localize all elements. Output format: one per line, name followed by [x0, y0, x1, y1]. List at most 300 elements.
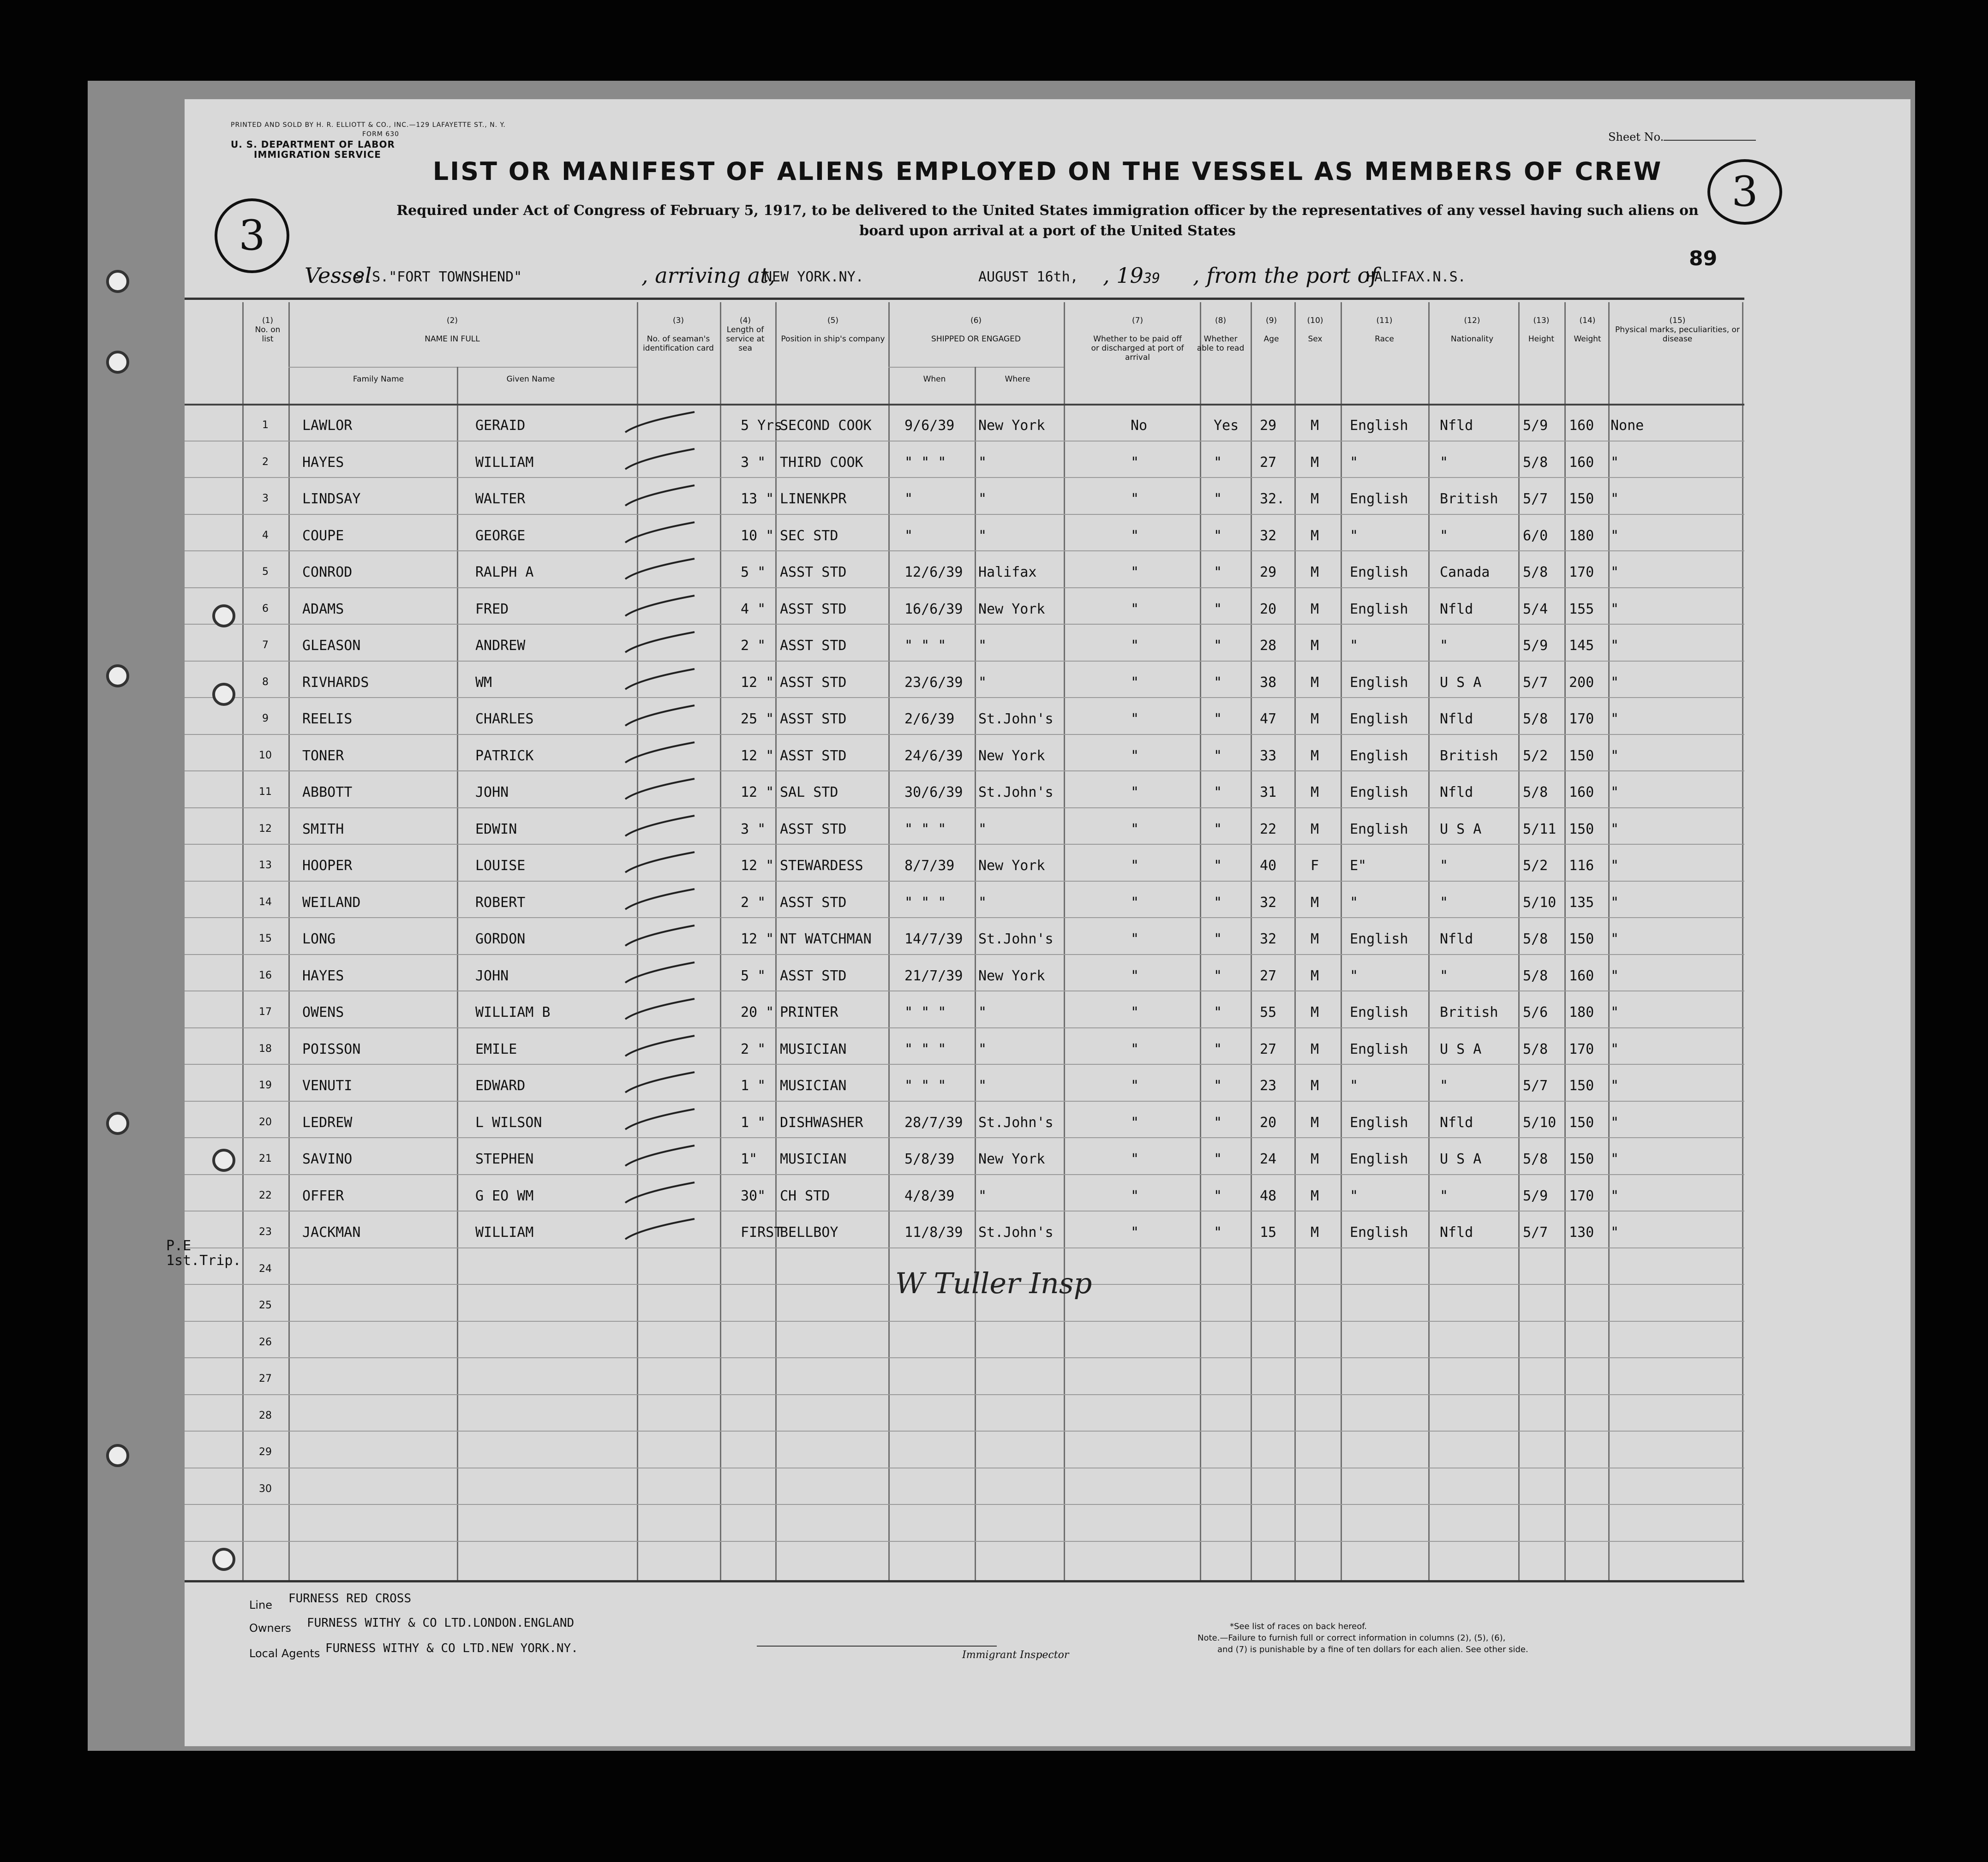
- check-mark-icon: [621, 1215, 699, 1243]
- cell-paid: ": [1131, 1224, 1139, 1241]
- row-rule: [185, 1394, 1744, 1395]
- cell-read: ": [1214, 894, 1222, 911]
- cell-given: WILLIAM: [475, 1224, 534, 1241]
- cell-when: 16/6/39: [904, 601, 963, 617]
- cell-read: ": [1214, 711, 1222, 727]
- cell-no: 1: [262, 419, 269, 431]
- cell-where: ": [978, 491, 987, 507]
- cell-position: CH STD: [780, 1188, 830, 1204]
- cell-service: 12 ": [741, 674, 774, 691]
- cell-no: 15: [259, 933, 272, 944]
- cell-marks: ": [1611, 1041, 1619, 1057]
- cell-age: 38: [1260, 674, 1277, 691]
- cell-service: FIRST: [741, 1224, 783, 1241]
- agents-value: FURNESS WITHY & CO LTD.NEW YORK.NY.: [325, 1641, 578, 1655]
- cell-no: 12: [259, 823, 272, 835]
- col-position-header: (5) Position in ship's company: [781, 316, 885, 344]
- check-mark-icon: [621, 665, 699, 693]
- cell-read: ": [1214, 858, 1222, 874]
- cell-sex: M: [1311, 967, 1319, 984]
- cell-read: ": [1214, 454, 1222, 471]
- owners-value: FURNESS WITHY & CO LTD.LONDON.ENGLAND: [307, 1616, 575, 1630]
- cell-weight: 150: [1569, 1114, 1594, 1131]
- cell-marks: ": [1611, 894, 1619, 911]
- cell-age: 40: [1260, 858, 1277, 874]
- cell-position: SAL STD: [780, 784, 838, 800]
- cell-family: LINDSAY: [302, 491, 361, 507]
- sheet-label: Sheet No.: [1608, 131, 1756, 143]
- year-label: , 1939: [1103, 263, 1160, 288]
- cell-when: " " ": [904, 1004, 946, 1021]
- check-mark-icon: [621, 739, 699, 766]
- cell-sex: M: [1311, 527, 1319, 544]
- cell-service: 25 ": [741, 711, 774, 727]
- cell-when: 30/6/39: [904, 784, 963, 800]
- inspector-sign-line: [757, 1646, 997, 1647]
- cell-position: MUSICIAN: [780, 1151, 847, 1167]
- row-rule: [185, 881, 1744, 882]
- cell-when: " " ": [904, 454, 946, 471]
- cell-age: 27: [1260, 1041, 1277, 1057]
- row-rule: [185, 1504, 1744, 1505]
- cell-age: 27: [1260, 967, 1277, 984]
- cell-where: St.John's: [978, 1114, 1054, 1131]
- cell-given: ANDREW: [475, 638, 526, 654]
- check-mark-icon: [621, 775, 699, 803]
- footer-rule: [185, 1580, 1744, 1582]
- cell-marks: ": [1611, 711, 1619, 727]
- cell-age: 15: [1260, 1224, 1277, 1241]
- cell-no: 23: [259, 1226, 272, 1238]
- binder-hole: [212, 1548, 235, 1571]
- cell-where: ": [978, 674, 987, 691]
- cell-race: ": [1350, 527, 1359, 544]
- cell-service: 5 ": [741, 564, 766, 580]
- cell-marks: ": [1611, 967, 1619, 984]
- row-rule: [185, 1064, 1744, 1065]
- cell-position: ASST STD: [780, 821, 847, 837]
- cell-height: 6/0: [1523, 527, 1548, 544]
- cell-no: 20: [259, 1116, 272, 1128]
- cell-nationality: British: [1440, 1004, 1498, 1021]
- check-mark-icon: [621, 848, 699, 876]
- cell-paid: ": [1131, 674, 1139, 691]
- cell-weight: 160: [1569, 784, 1594, 800]
- row-rule: [185, 770, 1744, 771]
- column-rule: [720, 302, 721, 1580]
- cell-read: ": [1214, 674, 1222, 691]
- cell-height: 5/8: [1523, 1041, 1548, 1057]
- binder-hole: [106, 1444, 129, 1467]
- cell-weight: 116: [1569, 858, 1594, 874]
- cell-given: CHARLES: [475, 711, 534, 727]
- cell-position: THIRD COOK: [780, 454, 863, 471]
- cell-sex: M: [1311, 1041, 1319, 1057]
- cell-paid: ": [1131, 638, 1139, 654]
- cell-sex: M: [1311, 1114, 1319, 1131]
- row-rule: [185, 697, 1744, 698]
- check-mark-icon: [621, 959, 699, 986]
- cell-weight: 150: [1569, 747, 1594, 764]
- col-weight-header: (14) Weight: [1574, 316, 1601, 344]
- cell-weight: 200: [1569, 674, 1594, 691]
- cell-sex: M: [1311, 784, 1319, 800]
- line-label: Line: [249, 1599, 273, 1611]
- cell-no: 8: [262, 676, 269, 688]
- cell-no: 7: [262, 639, 269, 651]
- column-rule: [1341, 302, 1342, 1580]
- cell-no: 13: [259, 859, 272, 871]
- col-paid-off-header: (7) Whether to be paid off or discharged at port of arrival: [1091, 316, 1184, 362]
- cell-when: " " ": [904, 1041, 946, 1057]
- cell-sex: M: [1311, 747, 1319, 764]
- arrival-date: AUGUST 16th,: [978, 269, 1078, 285]
- cell-marks: ": [1611, 821, 1619, 837]
- cell-where: Halifax: [978, 564, 1037, 580]
- row-rule: [185, 734, 1744, 735]
- empty-row-number: 28: [259, 1409, 272, 1421]
- cell-when: 24/6/39: [904, 747, 963, 764]
- cell-family: ADAMS: [302, 601, 344, 617]
- cell-where: ": [978, 454, 987, 471]
- cell-service: 2 ": [741, 638, 766, 654]
- cell-read: ": [1214, 638, 1222, 654]
- column-rule: [775, 302, 777, 1580]
- cell-nationality: ": [1440, 1078, 1449, 1094]
- cell-weight: 150: [1569, 931, 1594, 947]
- cell-family: LAWLOR: [302, 418, 353, 434]
- cell-no: 10: [259, 749, 272, 761]
- check-mark-icon: [621, 1105, 699, 1133]
- service-name: IMMIGRATION SERVICE: [254, 149, 381, 160]
- cell-marks: ": [1611, 601, 1619, 617]
- cell-weight: 145: [1569, 638, 1594, 654]
- cell-weight: 160: [1569, 967, 1594, 984]
- column-rule: [1518, 302, 1520, 1580]
- cell-sex: M: [1311, 674, 1319, 691]
- cell-position: ASST STD: [780, 747, 847, 764]
- cell-sex: M: [1311, 564, 1319, 580]
- cell-weight: 150: [1569, 821, 1594, 837]
- cell-sex: M: [1311, 454, 1319, 471]
- cell-given: RALPH A: [475, 564, 534, 580]
- binder-hole: [212, 683, 235, 706]
- row-rule: [185, 1321, 1744, 1322]
- col-when-header: When: [923, 375, 946, 384]
- row-rule: [185, 917, 1744, 918]
- cell-height: 5/9: [1523, 418, 1548, 434]
- cell-paid: ": [1131, 527, 1139, 544]
- cell-race: ": [1350, 454, 1359, 471]
- row-rule: [185, 1027, 1744, 1028]
- cell-nationality: Nfld: [1440, 784, 1473, 800]
- cell-race: ": [1350, 638, 1359, 654]
- cell-age: 28: [1260, 638, 1277, 654]
- binder-hole: [106, 270, 129, 293]
- cell-position: ASST STD: [780, 711, 847, 727]
- cell-race: English: [1350, 747, 1408, 764]
- cell-no: 22: [259, 1189, 272, 1201]
- row-rule: [185, 624, 1744, 625]
- col-height-header: (13) Height: [1528, 316, 1555, 344]
- cell-age: 55: [1260, 1004, 1277, 1021]
- cell-paid: ": [1131, 711, 1139, 727]
- cell-sex: M: [1311, 1188, 1319, 1204]
- cell-position: NT WATCHMAN: [780, 931, 872, 947]
- cell-when: 9/6/39: [904, 418, 955, 434]
- cell-race: English: [1350, 1151, 1408, 1167]
- cell-sex: M: [1311, 1151, 1319, 1167]
- cell-when: 8/7/39: [904, 858, 955, 874]
- cell-given: JOHN: [475, 967, 509, 984]
- cell-marks: ": [1611, 638, 1619, 654]
- column-rule: [888, 302, 890, 1580]
- cell-height: 5/8: [1523, 711, 1548, 727]
- cell-position: ASST STD: [780, 638, 847, 654]
- cell-where: St.John's: [978, 784, 1054, 800]
- cell-sex: M: [1311, 601, 1319, 617]
- check-mark-icon: [621, 555, 699, 583]
- cell-weight: 130: [1569, 1224, 1594, 1241]
- empty-row-number: 26: [259, 1336, 272, 1348]
- row-rule: [185, 477, 1744, 478]
- binder-hole: [106, 664, 129, 687]
- page-subtitle: Required under Act of Congress of February 5, 1917, to be delivered to the United States immigration officer by the representatives of any vessel having such aliens on board upon arrival at a port of the United States: [396, 203, 1699, 239]
- cell-paid: ": [1131, 564, 1139, 580]
- cell-read: ": [1214, 821, 1222, 837]
- column-rule: [1428, 302, 1430, 1580]
- cell-service: 3 ": [741, 821, 766, 837]
- cell-sex: M: [1311, 931, 1319, 947]
- empty-row-number: 29: [259, 1446, 272, 1458]
- row-rule: [185, 1174, 1744, 1175]
- cell-service: 2 ": [741, 894, 766, 911]
- cell-height: 5/7: [1523, 1224, 1548, 1241]
- col-marks-header: (15) Physical marks, peculiarities, or disease: [1615, 316, 1740, 344]
- cell-paid: ": [1131, 1004, 1139, 1021]
- cell-nationality: U S A: [1440, 821, 1482, 837]
- manifest-sheet: [166, 99, 1910, 1746]
- col-family-name-header: Family Name: [353, 375, 404, 384]
- cell-read: ": [1214, 1041, 1222, 1057]
- cell-nationality: Canada: [1440, 564, 1490, 580]
- row-rule: [185, 1247, 1744, 1248]
- cell-nationality: Nfld: [1440, 1114, 1473, 1131]
- cell-age: 31: [1260, 784, 1277, 800]
- cell-height: 5/8: [1523, 454, 1548, 471]
- cell-height: 5/6: [1523, 1004, 1548, 1021]
- check-mark-icon: [621, 519, 699, 546]
- row-rule: [185, 1137, 1744, 1138]
- cell-nationality: ": [1440, 1188, 1449, 1204]
- form-number: FORM 630: [362, 131, 400, 138]
- cell-where: ": [978, 1041, 987, 1057]
- inspector-signature: W Tuller Insp: [895, 1266, 1092, 1300]
- cell-when: 5/8/39: [904, 1151, 955, 1167]
- check-mark-icon: [621, 1179, 699, 1206]
- cell-height: 5/9: [1523, 638, 1548, 654]
- cell-given: PATRICK: [475, 747, 534, 764]
- cell-family: POISSON: [302, 1041, 361, 1057]
- cell-where: ": [978, 1078, 987, 1094]
- cell-read: ": [1214, 967, 1222, 984]
- cell-position: SEC STD: [780, 527, 838, 544]
- cell-paid: No: [1131, 418, 1148, 434]
- voyage-rule: [185, 298, 1744, 300]
- agents-label: Local Agents: [249, 1647, 320, 1660]
- cell-paid: ": [1131, 821, 1139, 837]
- cell-given: JOHN: [475, 784, 509, 800]
- cell-race: English: [1350, 1041, 1408, 1057]
- cell-read: ": [1214, 1188, 1222, 1204]
- cell-where: ": [978, 638, 987, 654]
- check-mark-icon: [621, 408, 699, 436]
- cell-when: ": [904, 491, 913, 507]
- cell-position: ASST STD: [780, 601, 847, 617]
- cell-sex: M: [1311, 418, 1319, 434]
- cell-nationality: Nfld: [1440, 931, 1473, 947]
- cell-given: G EO WM: [475, 1188, 534, 1204]
- cell-family: ABBOTT: [302, 784, 353, 800]
- cell-sex: M: [1311, 1004, 1319, 1021]
- cell-given: LOUISE: [475, 858, 526, 874]
- cell-read: ": [1214, 601, 1222, 617]
- row-rule: [185, 807, 1744, 808]
- row-rule: [185, 661, 1744, 662]
- cell-marks: ": [1611, 784, 1619, 800]
- col-age-header: (9) Age: [1263, 316, 1279, 344]
- cell-sex: M: [1311, 1224, 1319, 1241]
- cell-sex: F: [1311, 858, 1319, 874]
- cell-family: COUPE: [302, 527, 344, 544]
- cell-sex: M: [1311, 1078, 1319, 1094]
- races-note: *See list of races on back hereof.: [1230, 1622, 1367, 1631]
- vessel-label: Vessel: [305, 263, 372, 288]
- binder-hole: [212, 1149, 235, 1172]
- column-rule: [457, 367, 458, 1580]
- cell-service: 12 ": [741, 747, 774, 764]
- cell-race: English: [1350, 674, 1408, 691]
- cell-read: ": [1214, 784, 1222, 800]
- cell-given: WILLIAM: [475, 454, 534, 471]
- row-rule: [185, 1541, 1744, 1542]
- arriving-label: , arriving at,: [641, 263, 776, 288]
- departure-port: HALIFAX.N.S.: [1366, 269, 1466, 285]
- cell-service: 5 ": [741, 967, 766, 984]
- cell-position: MUSICIAN: [780, 1078, 847, 1094]
- cell-nationality: British: [1440, 747, 1498, 764]
- cell-weight: 170: [1569, 1041, 1594, 1057]
- cell-given: STEPHEN: [475, 1151, 534, 1167]
- cell-race: English: [1350, 418, 1408, 434]
- row-rule: [185, 550, 1744, 551]
- printer-line: PRINTED AND SOLD BY H. R. ELLIOTT & CO., INC.—129 LAFAYETTE ST., N. Y.: [231, 121, 506, 129]
- column-rule: [1251, 302, 1252, 1580]
- cell-marks: ": [1611, 674, 1619, 691]
- row-rule: [185, 844, 1744, 845]
- row-rule: [185, 954, 1744, 955]
- cell-read: ": [1214, 931, 1222, 947]
- cell-paid: ": [1131, 1188, 1139, 1204]
- circled-number-left: 3: [215, 198, 289, 273]
- cell-weight: 170: [1569, 711, 1594, 727]
- cell-family: RIVHARDS: [302, 674, 369, 691]
- cell-family: JACKMAN: [302, 1224, 361, 1241]
- cell-no: 16: [259, 969, 272, 981]
- cell-when: 11/8/39: [904, 1224, 963, 1241]
- page-number: 89: [1689, 247, 1718, 270]
- check-mark-icon: [621, 445, 699, 473]
- cell-when: " " ": [904, 1078, 946, 1094]
- cell-height: 5/8: [1523, 784, 1548, 800]
- row-rule: [185, 441, 1744, 442]
- empty-row-number: 24: [259, 1263, 272, 1275]
- cell-height: 5/2: [1523, 747, 1548, 764]
- cell-race: ": [1350, 1078, 1359, 1094]
- cell-paid: ": [1131, 894, 1139, 911]
- cell-given: L WILSON: [475, 1114, 542, 1131]
- cell-marks: ": [1611, 491, 1619, 507]
- cell-family: VENUTI: [302, 1078, 353, 1094]
- owners-label: Owners: [249, 1622, 291, 1635]
- empty-row-number: 25: [259, 1300, 272, 1311]
- cell-family: OFFER: [302, 1188, 344, 1204]
- cell-sex: M: [1311, 638, 1319, 654]
- cell-marks: None: [1611, 418, 1644, 434]
- arrival-port: NEW YORK.NY.: [764, 269, 864, 285]
- cell-age: 23: [1260, 1078, 1277, 1094]
- inspector-label: Immigrant Inspector: [962, 1649, 1069, 1661]
- row-rule: [185, 514, 1744, 515]
- cell-family: REELIS: [302, 711, 353, 727]
- cell-height: 5/10: [1523, 894, 1557, 911]
- cell-family: LONG: [302, 931, 336, 947]
- col-sex-header: (10) Sex: [1307, 316, 1323, 344]
- column-rule: [1200, 302, 1201, 1580]
- cell-given: WALTER: [475, 491, 526, 507]
- cell-race: E": [1350, 858, 1367, 874]
- cell-age: 29: [1260, 418, 1277, 434]
- cell-read: ": [1214, 1114, 1222, 1131]
- cell-where: St.John's: [978, 711, 1054, 727]
- cell-position: ASST STD: [780, 564, 847, 580]
- cell-race: ": [1350, 894, 1359, 911]
- cell-service: 20 ": [741, 1004, 774, 1021]
- margin-note: P.E 1st.Trip.: [166, 1238, 241, 1269]
- row-rule: [185, 1357, 1744, 1358]
- column-rule: [288, 302, 290, 1580]
- cell-paid: ": [1131, 1078, 1139, 1094]
- row-rule: [185, 1101, 1744, 1102]
- cell-service: 5 Yrs: [741, 418, 783, 434]
- cell-age: 32: [1260, 527, 1277, 544]
- cell-race: English: [1350, 1114, 1408, 1131]
- cell-race: ": [1350, 1188, 1359, 1204]
- cell-family: HOOPER: [302, 858, 353, 874]
- cell-position: DISHWASHER: [780, 1114, 863, 1131]
- cell-sex: M: [1311, 821, 1319, 837]
- check-mark-icon: [621, 885, 699, 913]
- cell-paid: ": [1131, 747, 1139, 764]
- cell-nationality: ": [1440, 527, 1449, 544]
- cell-where: St.John's: [978, 931, 1054, 947]
- empty-row-number: 30: [259, 1483, 272, 1495]
- col-id-card-header: (3) No. of seaman's identification card: [643, 316, 714, 353]
- cell-age: 32.: [1260, 491, 1285, 507]
- department: U. S. DEPARTMENT OF LABOR: [231, 139, 395, 150]
- binder-hole: [106, 351, 129, 374]
- cell-nationality: ": [1440, 454, 1449, 471]
